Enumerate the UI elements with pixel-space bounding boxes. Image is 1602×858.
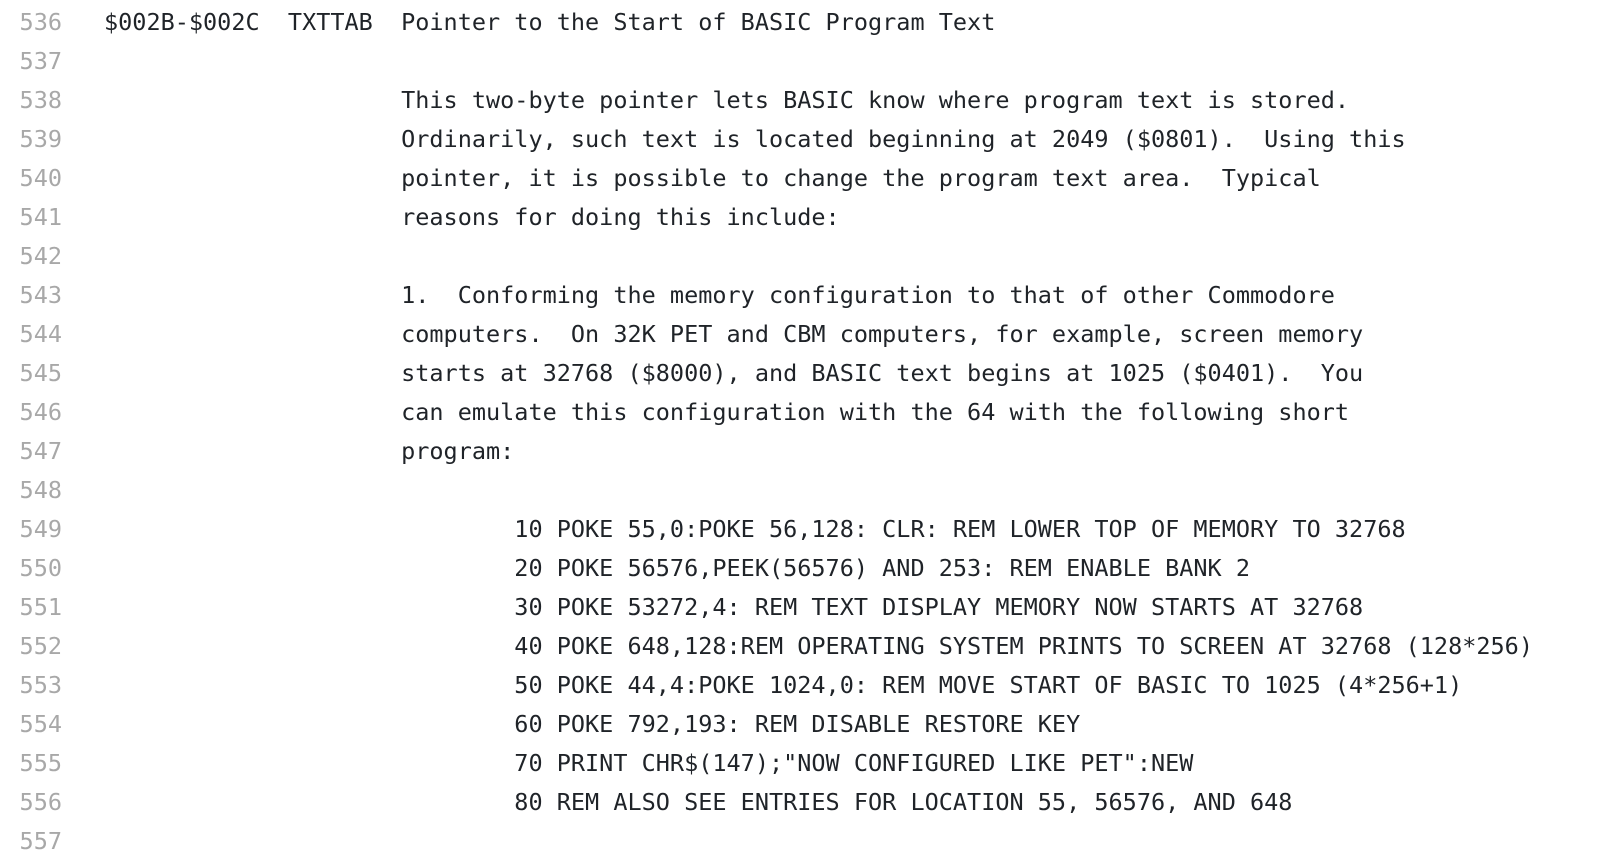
line-text: 1. Conforming the memory configuration to that of other Commodore [104, 281, 1335, 309]
line-number[interactable]: 542 [19, 242, 62, 270]
code-line [0, 626, 1602, 666]
code-line [0, 782, 1602, 822]
line-text: This two-byte pointer lets BASIC know where program text is stored. [104, 86, 1350, 114]
line-text: pointer, it is possible to change the program text area. Typical [104, 164, 1321, 192]
line-number[interactable]: 546 [19, 398, 62, 426]
line-text: 80 REM ALSO SEE ENTRIES FOR LOCATION 55, 56576, AND 648 [104, 788, 1293, 816]
line-text: computers. On 32K PET and CBM computers, for example, screen memory [104, 320, 1364, 348]
line-number[interactable]: 541 [19, 203, 62, 231]
code-line [0, 821, 1602, 858]
code-line [0, 119, 1602, 159]
code-line [0, 275, 1602, 315]
line-text: 50 POKE 44,4:POKE 1024,0: REM MOVE START OF BASIC TO 1025 (4*256+1) [104, 671, 1463, 699]
code-line [0, 353, 1602, 393]
code-line [0, 743, 1602, 783]
line-text: 60 POKE 792,193: REM DISABLE RESTORE KEY [104, 710, 1081, 738]
line-number[interactable]: 538 [19, 86, 62, 114]
line-number[interactable]: 548 [19, 476, 62, 504]
code-line [0, 587, 1602, 627]
code-line [0, 2, 1602, 42]
line-text: 30 POKE 53272,4: REM TEXT DISPLAY MEMORY NOW STARTS AT 32768 [104, 593, 1364, 621]
line-number[interactable]: 536 [19, 8, 62, 36]
line-text: 40 POKE 648,128:REM OPERATING SYSTEM PRINTS TO SCREEN AT 32768 (128*256) [104, 632, 1533, 660]
code-line [0, 704, 1602, 744]
line-number[interactable]: 539 [19, 125, 62, 153]
line-text: starts at 32768 ($8000), and BASIC text begins at 1025 ($0401). You [104, 359, 1364, 387]
code-line [0, 158, 1602, 198]
line-number[interactable]: 549 [19, 515, 62, 543]
code-line [0, 470, 1602, 510]
line-number[interactable]: 554 [19, 710, 62, 738]
code-line [0, 236, 1602, 276]
code-line [0, 548, 1602, 588]
line-text: reasons for doing this include: [104, 203, 840, 231]
line-number[interactable]: 557 [19, 827, 62, 855]
code-line [0, 197, 1602, 237]
line-number[interactable]: 537 [19, 47, 62, 75]
code-line [0, 41, 1602, 81]
code-line [0, 80, 1602, 120]
line-text: can emulate this configuration with the 64 with the following short [104, 398, 1350, 426]
line-text: 20 POKE 56576,PEEK(56576) AND 253: REM ENABLE BANK 2 [104, 554, 1251, 582]
line-number[interactable]: 550 [19, 554, 62, 582]
line-text: 10 POKE 55,0:POKE 56,128: CLR: REM LOWER TOP OF MEMORY TO 32768 [104, 515, 1406, 543]
line-number[interactable]: 540 [19, 164, 62, 192]
line-number[interactable]: 556 [19, 788, 62, 816]
line-number[interactable]: 543 [19, 281, 62, 309]
line-text: $002B-$002C TXTTAB Pointer to the Start of BASIC Program Text [104, 8, 996, 36]
line-text: 70 PRINT CHR$(147);"NOW CONFIGURED LIKE PET":NEW [104, 749, 1194, 777]
code-line [0, 509, 1602, 549]
code-line [0, 392, 1602, 432]
line-number[interactable]: 553 [19, 671, 62, 699]
line-number[interactable]: 547 [19, 437, 62, 465]
line-number[interactable]: 551 [19, 593, 62, 621]
code-line [0, 431, 1602, 471]
line-text: Ordinarily, such text is located beginning at 2049 ($0801). Using this [104, 125, 1406, 153]
code-line [0, 665, 1602, 705]
line-text: program: [104, 437, 515, 465]
line-number[interactable]: 555 [19, 749, 62, 777]
line-number[interactable]: 544 [19, 320, 62, 348]
line-number[interactable]: 545 [19, 359, 62, 387]
code-line [0, 314, 1602, 354]
line-number[interactable]: 552 [19, 632, 62, 660]
